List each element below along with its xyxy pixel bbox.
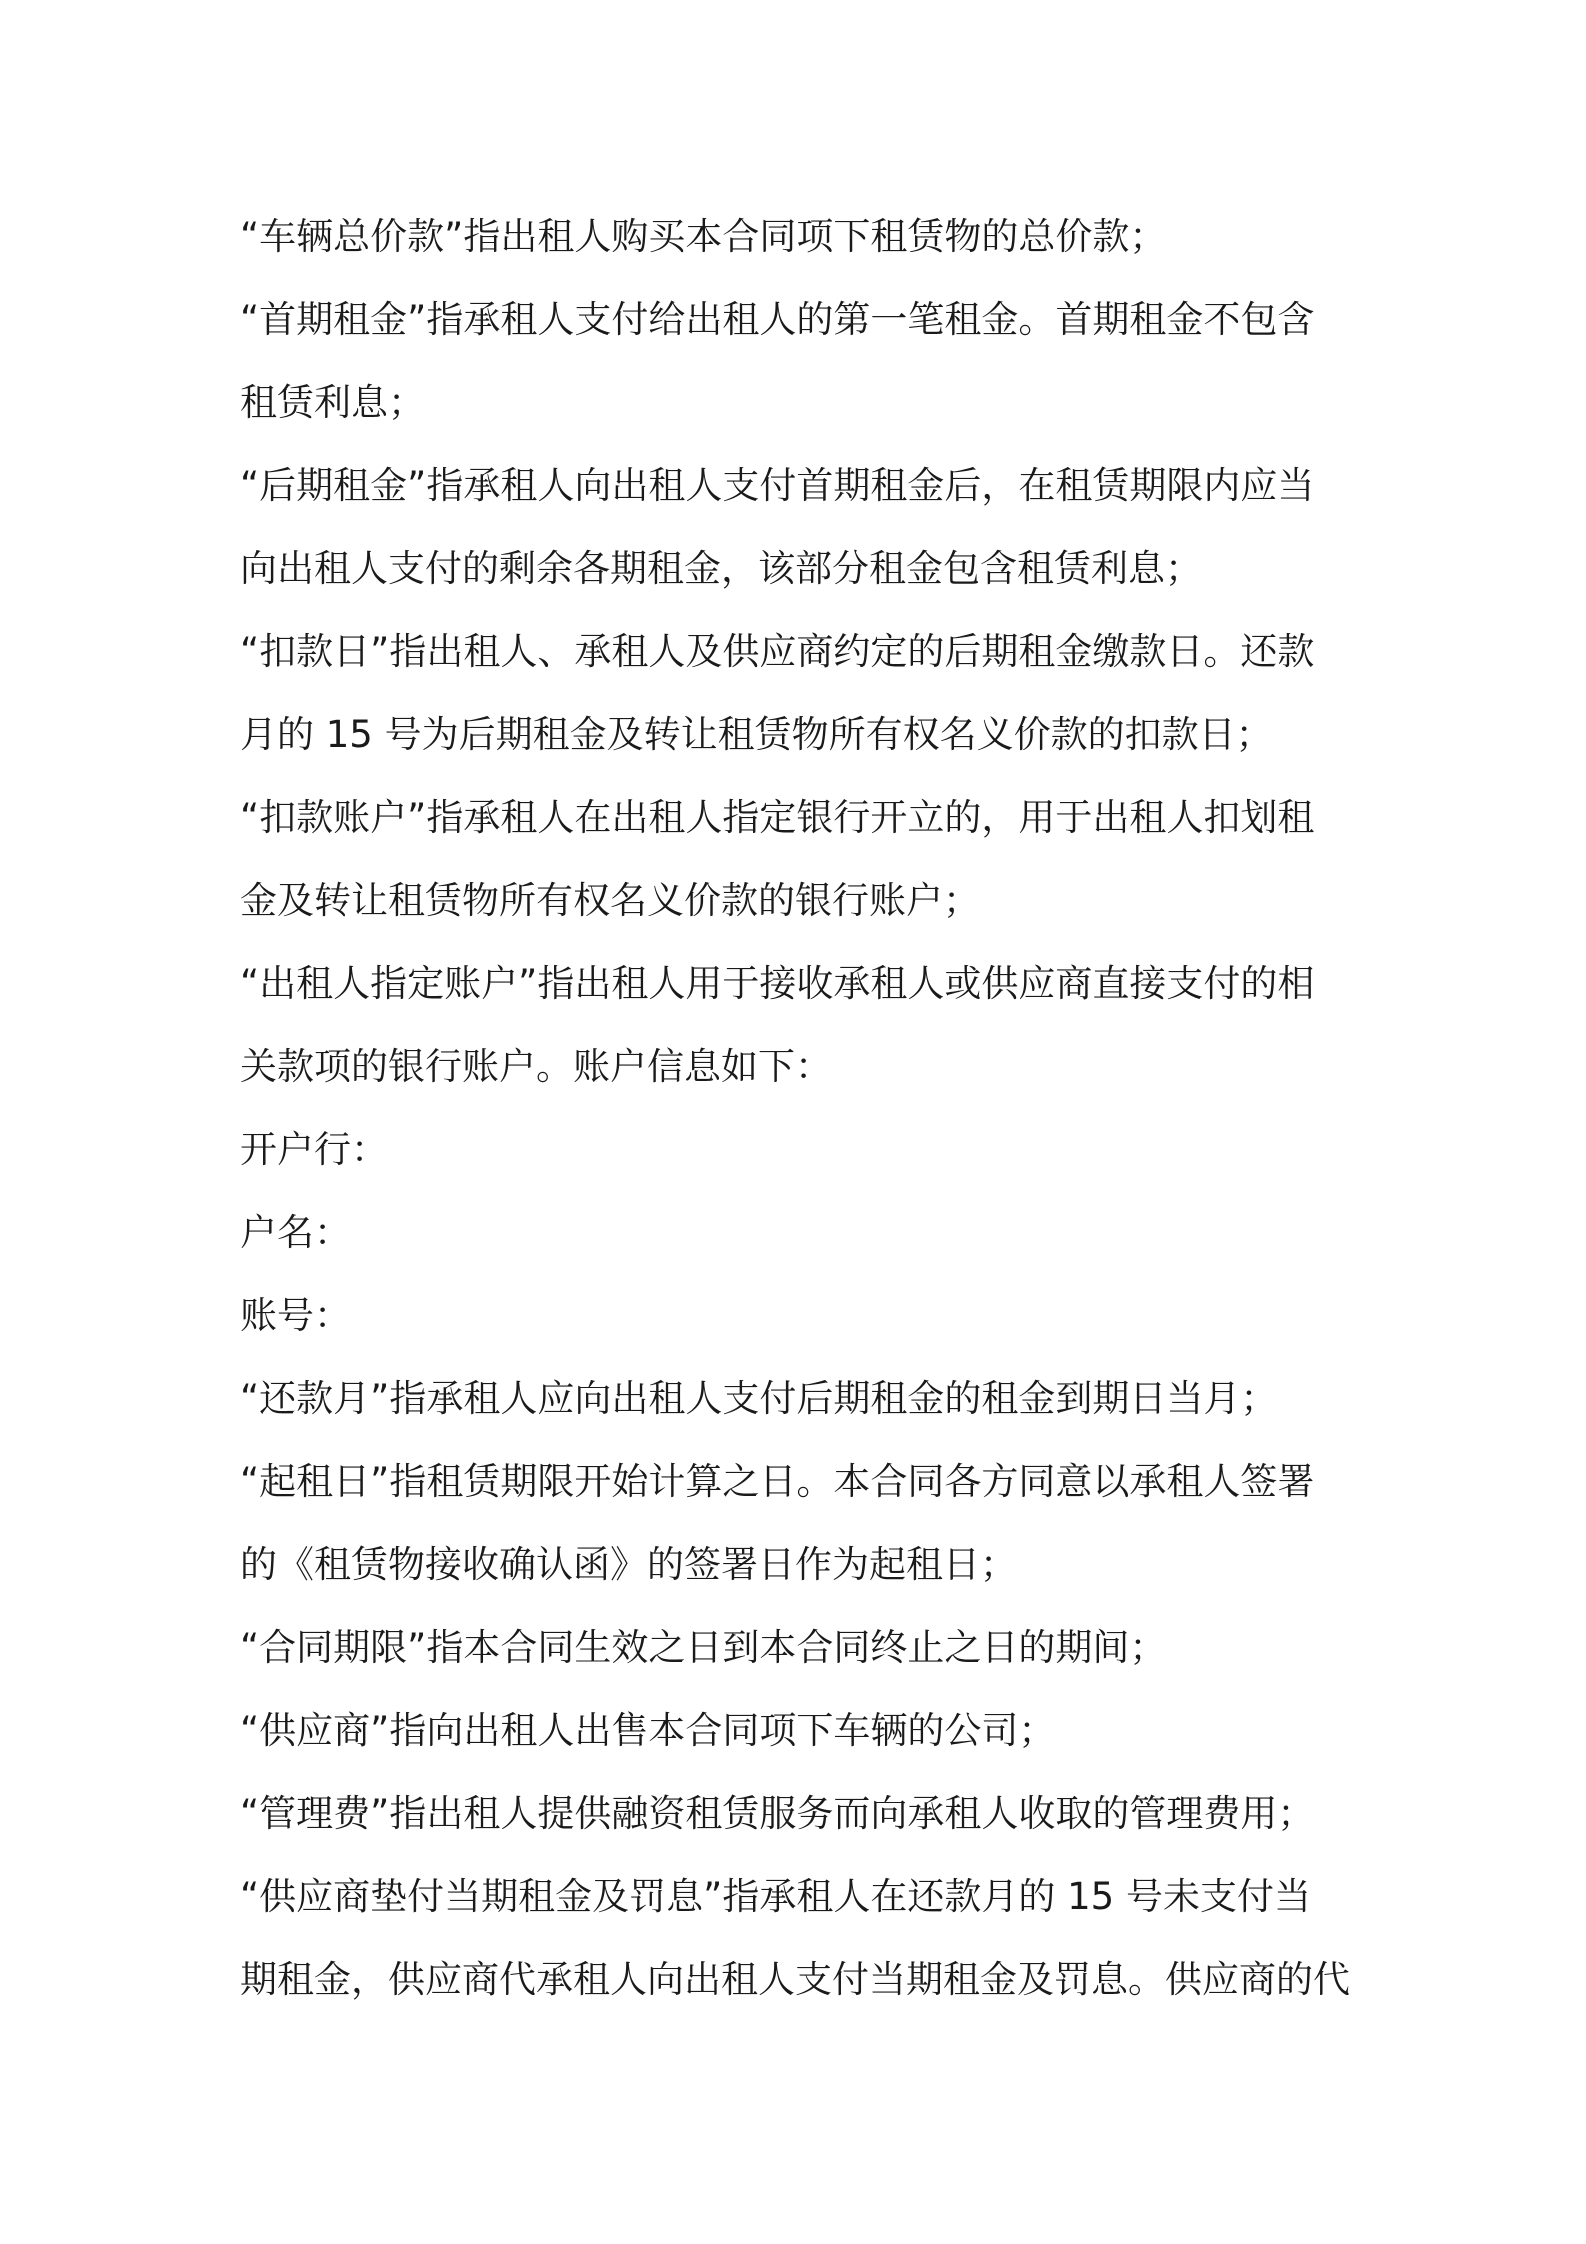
text-line: 期租金，供应商代承租人向出租人支付当期租金及罚息。供应商的代 bbox=[240, 1958, 1350, 2001]
text-line: “后期租金”指承租人向出租人支付首期租金后，在租赁期限内应当 bbox=[240, 464, 1315, 507]
text-line: 关款项的银行账户。账户信息如下： bbox=[240, 1045, 832, 1088]
text-line: “管理费”指出租人提供融资租赁服务而向承租人收取的管理费用； bbox=[240, 1792, 1315, 1835]
document-body bbox=[240, 195, 1360, 2021]
text-line: “出租人指定账户”指出租人用于接收承租人或供应商直接支付的相 bbox=[240, 962, 1315, 1005]
text-line: “车辆总价款”指出租人购买本合同项下租赁物的总价款； bbox=[240, 215, 1167, 258]
text-line: “首期租金”指承租人支付给出租人的第一笔租金。首期租金不包含 bbox=[240, 298, 1315, 341]
account-name-label: 户名： bbox=[240, 1211, 351, 1254]
text-line: 租赁利息； bbox=[240, 381, 425, 424]
text-line: “起租日”指租赁期限开始计算之日。本合同各方同意以承租人签署 bbox=[240, 1460, 1315, 1503]
text-line: “供应商”指向出租人出售本合同项下车辆的公司； bbox=[240, 1709, 1056, 1752]
text-line: 的《租赁物接收确认函》的签署日作为起租日； bbox=[240, 1543, 1017, 1586]
bank-name-label: 开户行： bbox=[240, 1128, 388, 1171]
account-number-label: 账号： bbox=[240, 1294, 351, 1337]
text-line: 金及转让租赁物所有权名义价款的银行账户； bbox=[240, 879, 980, 922]
text-line: 向出租人支付的剩余各期租金，该部分租金包含租赁利息； bbox=[240, 547, 1202, 590]
text-line: “扣款账户”指承租人在出租人指定银行开立的，用于出租人扣划租 bbox=[240, 796, 1315, 839]
text-line: “还款月”指承租人应向出租人支付后期租金的租金到期日当月； bbox=[240, 1377, 1278, 1420]
text-line: 月的 15 号为后期租金及转让租赁物所有权名义价款的扣款日； bbox=[240, 713, 1273, 756]
text-line: “扣款日”指出租人、承租人及供应商约定的后期租金缴款日。还款 bbox=[240, 630, 1315, 673]
text-line: “供应商垫付当期租金及罚息”指承租人在还款月的 15 号未支付当 bbox=[240, 1875, 1311, 1918]
text-line: “合同期限”指本合同生效之日到本合同终止之日的期间； bbox=[240, 1626, 1167, 1669]
